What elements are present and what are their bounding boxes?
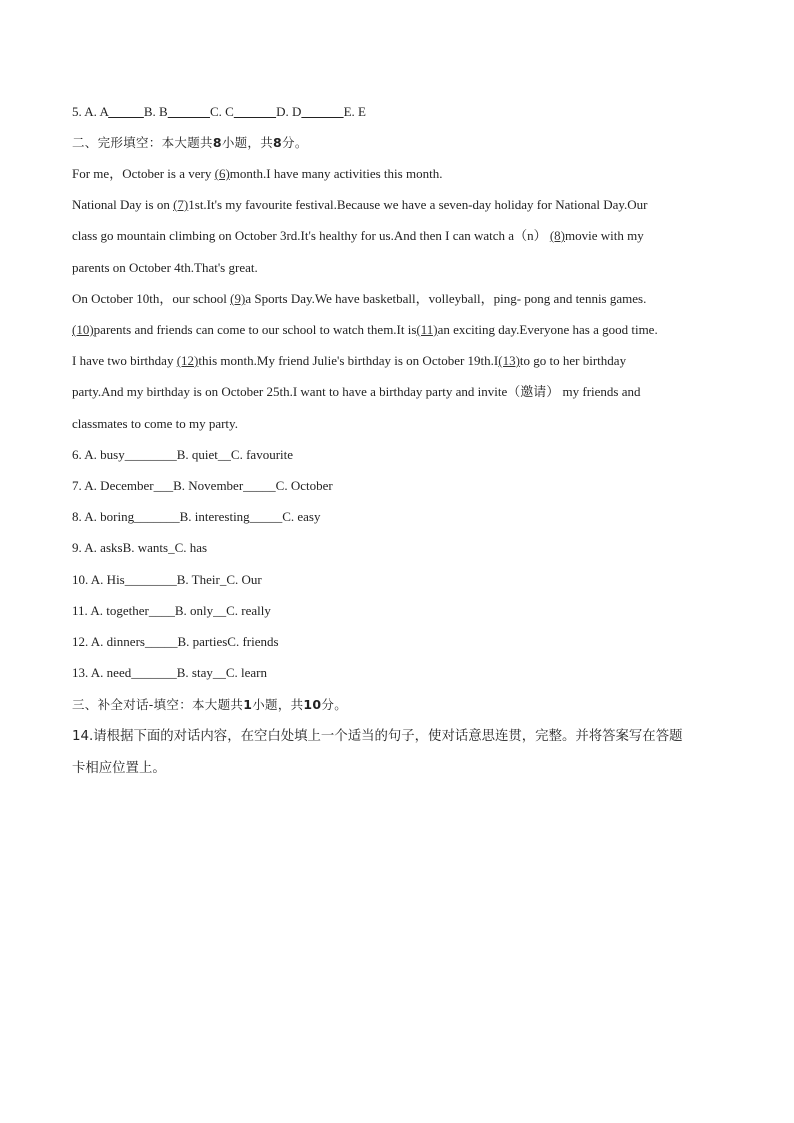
- answer-blank: ________: [124, 447, 177, 462]
- blank-marker: (12): [176, 353, 199, 368]
- answer-blank: ___: [153, 478, 174, 493]
- answer-blank: [234, 104, 276, 119]
- option-c: C. C: [209, 104, 234, 119]
- question-10-options: 10. A. His________B. Their_C. Our: [72, 572, 262, 587]
- section-3-heading: 三、补全对话-填空：本大题共1小题，共10分。: [72, 697, 348, 712]
- question-14-instruction: 14.请根据下面的对话内容，在空白处填上一个适当的句子，使对话意思连贯，完整。并将答案写在答题: [72, 729, 683, 744]
- passage-line: For me，October is a very (6)month.I have many activities this month.: [72, 166, 443, 181]
- answer-blank: ____: [148, 603, 175, 618]
- answer-blank: __: [212, 665, 226, 680]
- answer-blank: _: [168, 540, 175, 555]
- question-7-options: 7. A. December___B. November_____C. October: [72, 478, 333, 493]
- answer-blank: __: [213, 603, 227, 618]
- answer-blank: _______: [131, 665, 177, 680]
- section-2-heading: 二、完形填空：本大题共8小题，共8分。: [72, 135, 308, 150]
- option-a: A. A: [84, 104, 109, 119]
- passage-line: I have two birthday (12)this month.My friend Julie's birthday is on October 19th.I(13)to go to her birthday: [72, 353, 627, 368]
- blank-marker: (13): [498, 353, 520, 368]
- answer-blank: _______: [134, 509, 180, 524]
- passage-line: National Day is on (7)1st.It's my favourite festival.Because we have a seven-day holiday for National Day.Our: [72, 197, 648, 212]
- blank-marker: (11): [416, 322, 438, 337]
- answer-blank: [108, 104, 144, 119]
- blank-marker: (10): [72, 322, 94, 337]
- passage-line: On October 10th，our school (9)a Sports Day.We have basketball，volleyball，ping- pong and tennis games.: [72, 291, 647, 306]
- passage-line: parents on October 4th.That's great.: [72, 260, 258, 275]
- question-12-options: 12. A. dinners_____B. partiesC. friends: [72, 634, 279, 649]
- answer-blank: [301, 104, 343, 119]
- passage-line: classmates to come to my party.: [72, 416, 238, 431]
- passage-line: party.And my birthday is on October 25th.I want to have a birthday party and invite（邀请） my friends and: [72, 384, 641, 399]
- answer-blank: [168, 104, 210, 119]
- blank-marker: (7): [173, 197, 189, 212]
- option-e: E. E: [343, 104, 366, 119]
- option-b: B. B: [143, 104, 168, 119]
- answer-blank: ________: [124, 572, 177, 587]
- option-d: D. D: [276, 104, 302, 119]
- passage-line: class go mountain climbing on October 3rd.It's healthy for us.And then I can watch a（n） (8)movie with my: [72, 228, 644, 243]
- question-number: 5.: [72, 104, 82, 119]
- question-9-options: 9. A. asksB. wants_C. has: [72, 540, 208, 555]
- question-14-instruction-cont: 卡相应位置上。: [72, 761, 166, 776]
- question-11-options: 11. A. together____B. only__C. really: [72, 603, 271, 618]
- answer-blank: _____: [144, 634, 178, 649]
- question-6-options: 6. A. busy________B. quiet__C. favourite: [72, 447, 294, 462]
- question-13-options: 13. A. need_______B. stay__C. learn: [72, 665, 268, 680]
- blank-marker: (6): [214, 166, 230, 181]
- answer-blank: __: [217, 447, 231, 462]
- question-5-options: [72, 104, 366, 120]
- question-8-options: 8. A. boring_______B. interesting_____C. easy: [72, 509, 321, 524]
- answer-blank: _____: [243, 478, 276, 493]
- blank-marker: (8): [549, 228, 565, 243]
- blank-marker: (9): [230, 291, 246, 306]
- passage-line: (10)parents and friends can come to our school to watch them.It is(11)an exciting day.Everyone has a good time.: [72, 322, 658, 337]
- answer-blank: _: [219, 572, 227, 587]
- answer-blank: _____: [249, 509, 283, 524]
